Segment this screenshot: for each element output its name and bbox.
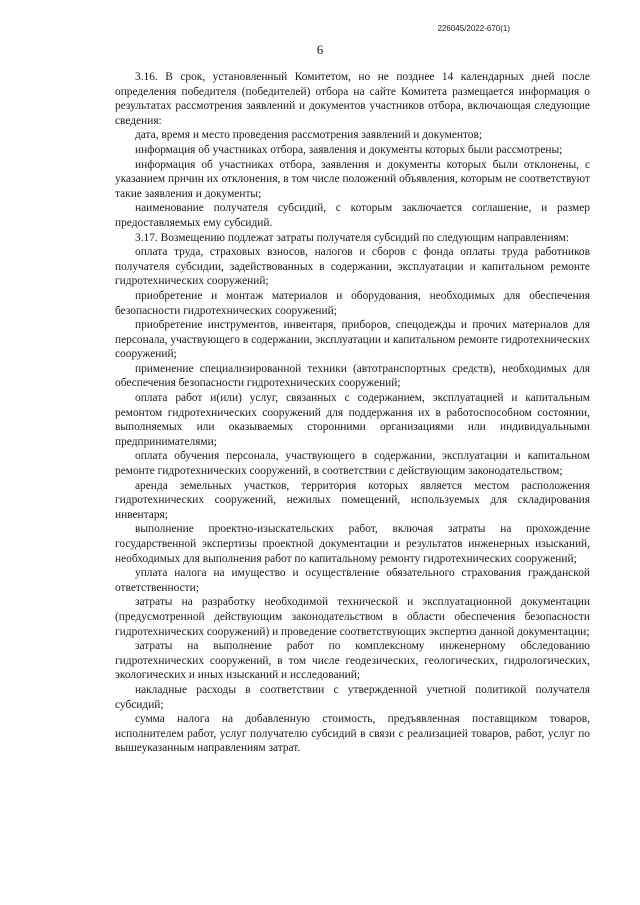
list-item-land-lease: аренда земельных участков, территория которых является местом расположения гидротехнических сооружений, нежилых помещений, используемых для складирования инвентаря;: [115, 479, 590, 521]
list-item-third-party-services: оплата работ и(или) услуг, связанных с содержанием, эксплуатацией и капитальным ремонтом гидротехнических сооружений для поддержания их в работоспособном состоянии, выполняемых или оказываемых сторонними организациями или индивидуальными предпринимателями;: [115, 392, 590, 448]
list-item-recipient-name: наименование получателя субсидий, с которым заключается соглашение, и размер предоставляемых ему субсидий.: [115, 202, 590, 229]
list-item-rejected-participants: информация об участниках отбора, заявления и документы которых были отклонены, с указанием причин их отклонения, в том числе положений объявления, которым не соответствуют такие заявления и документы;: [115, 158, 590, 200]
list-item-staff-training: оплата обучения персонала, участвующего в содержании, эксплуатации и капитальном ремонте гидротехнических сооружений, в соответствии с действующим законодательством;: [115, 450, 590, 478]
list-item-vat-amount: сумма налога на добавленную стоимость, предъявленная поставщиком товаров, исполнителем работ, услуг получателю субсидий в связи с реализацией товаров, работ, услуг по вышеуказанным направлениям затрат.: [115, 713, 590, 755]
document-body: [115, 70, 590, 756]
page-number: 6: [316, 42, 324, 57]
list-item-date-time-place: дата, время и место проведения рассмотрения заявлений и документов;: [135, 129, 483, 142]
list-item-design-survey: выполнение проектно-изыскательских работ, включая затраты на прохождение государственной экспертизы проектной документации и результатов инженерных изысканий, необходимых для выполнения работ по капитальному ремонту гидротехнических сооружений;: [115, 523, 590, 565]
list-item-engineering-inspection: затраты на выполнение работ по комплексному инженерному обследованию гидротехнических сооружений, в том числе геодезических, геологических, гидрологических, экологических и иных изысканий и исследований;: [115, 640, 590, 682]
list-item-reviewed-participants: информация об участниках отбора, заявления и документы которых были рассмотрены;: [135, 143, 563, 156]
list-item-technical-documentation: затраты на разработку необходимой технической и эксплуатационной документации (предусмотренной действующим законодательством в области обеспечения безопасности гидротехнических сооружений) и проведение соответствующих экспертиз данной документации;: [115, 596, 590, 638]
paragraph-3-16: 3.16. В срок, установленный Комитетом, но не позднее 14 календарных дней после определения победителя (победителей) отбора на сайте Комитета размещается информация о результатах рассмотрения заявлений и документов участников отбора, включающая следующие сведения:: [115, 71, 590, 127]
list-item-labor-costs: оплата труда, страховых взносов, налогов и сборов с фонда оплаты труда работников получателя субсидии, задействованных в содержании, эксплуатации и капитальном ремонте гидротехнических сооружений;: [115, 246, 590, 288]
paragraph-3-17: 3.17. Возмещению подлежат затраты получателя субсидий по следующим направлениям:: [135, 231, 570, 244]
list-item-overhead-costs: накладные расходы в соответствии с утвержденной учетной политикой получателя субсидий;: [115, 683, 590, 711]
document-id: 226045/2022-670(1): [437, 24, 510, 33]
list-item-tools-inventory: приобретение инструментов, инвентаря, приборов, спецодежды и прочих материалов для персонала, участвующего в содержании, эксплуатации и капитальном ремонте гидротехнических сооружений;: [115, 319, 590, 361]
list-item-materials-equipment: приобретение и монтаж материалов и оборудования, необходимых для обеспечения безопасности гидротехнических сооружений;: [115, 289, 590, 317]
list-item-special-machinery: применение специализированной техники (автотранспортных средств), необходимых для обеспечения безопасности гидротехнических сооружений;: [115, 362, 590, 390]
list-item-property-tax-insurance: уплата налога на имущество и осуществление обязательного страхования гражданской ответственности;: [115, 567, 590, 594]
